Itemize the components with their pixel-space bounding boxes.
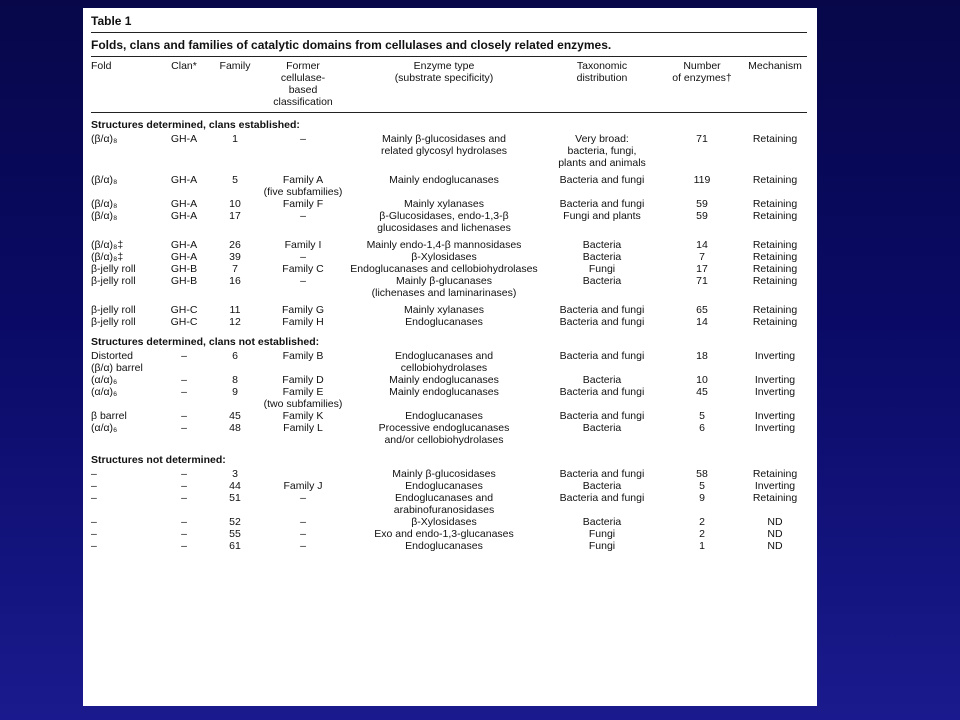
taxonomic-distribution-cell: Bacteria and fungi <box>559 174 645 186</box>
family-cell: 6 <box>232 350 238 362</box>
clan-cell: – <box>181 386 187 398</box>
table-title: Folds, clans and families of catalytic domains from cellulases and closely related enzymes. <box>91 38 612 52</box>
clan-cell: – <box>181 540 187 552</box>
enzyme-type-cell: Mainly endoglucanases <box>389 386 499 398</box>
mechanism-cell: Retaining <box>752 251 798 263</box>
column-header-number-of-enzymes: Number of enzymes† <box>672 60 732 84</box>
table-row <box>91 275 807 299</box>
number-of-enzymes-cell: 1 <box>699 540 705 552</box>
clan-cell: GH-A <box>170 174 198 186</box>
enzyme-type-cell: β-Xylosidases <box>411 516 477 528</box>
clan-cell: – <box>181 350 187 362</box>
column-header-enzyme-type: Enzyme type (substrate specificity) <box>394 60 494 84</box>
fold-cell: (β/α)₈‡ <box>91 239 124 251</box>
former-classification-cell: – <box>300 540 306 552</box>
clan-cell: GH-A <box>170 198 198 210</box>
fold-cell: Distorted (β/α) barrel <box>91 350 143 374</box>
taxonomic-distribution-cell: Bacteria and fungi <box>559 468 645 480</box>
former-classification-cell: Family H <box>282 316 324 328</box>
former-classification-cell: Family B <box>282 350 324 362</box>
number-of-enzymes-cell: 59 <box>696 210 708 222</box>
number-of-enzymes-cell: 7 <box>699 251 705 263</box>
table-section <box>91 454 807 552</box>
fold-cell: β barrel <box>91 410 127 422</box>
fold-cell: – <box>91 492 97 504</box>
number-of-enzymes-cell: 14 <box>696 316 708 328</box>
mechanism-cell: Retaining <box>752 316 798 328</box>
fold-cell: β-jelly roll <box>91 275 136 287</box>
table-row <box>91 492 807 516</box>
column-header-fold: Fold <box>91 60 112 72</box>
enzyme-type-cell: Endoglucanases and cellobiohydrolases <box>350 263 538 275</box>
mechanism-cell: Retaining <box>752 468 798 480</box>
table-label: Table 1 <box>91 14 132 28</box>
fold-cell: – <box>91 468 97 480</box>
table-document <box>83 8 817 706</box>
table-body <box>91 119 807 552</box>
taxonomic-distribution-cell: Bacteria and fungi <box>559 350 645 362</box>
table-row <box>91 304 807 316</box>
number-of-enzymes-cell: 71 <box>696 133 708 145</box>
family-cell: 9 <box>232 386 238 398</box>
fold-cell: (β/α)₈ <box>91 133 118 145</box>
mechanism-cell: Retaining <box>752 210 798 222</box>
mechanism-cell: Inverting <box>754 480 796 492</box>
column-header-former-classification: Former cellulase- based classification <box>273 60 333 108</box>
clan-cell: – <box>181 528 187 540</box>
table-section <box>91 119 807 328</box>
table-section <box>91 336 807 446</box>
family-cell: 45 <box>229 410 241 422</box>
table-row <box>91 133 807 169</box>
family-cell: 55 <box>229 528 241 540</box>
mechanism-cell: Retaining <box>752 198 798 210</box>
former-classification-cell: – <box>300 275 306 287</box>
table-row <box>91 251 807 263</box>
table-row <box>91 468 807 480</box>
enzyme-type-cell: β-Glucosidases, endo-1,3-β glucosidases and lichenases <box>377 210 511 234</box>
clan-cell: GH-B <box>170 275 198 287</box>
family-cell: 17 <box>229 210 241 222</box>
clan-cell: GH-A <box>170 210 198 222</box>
former-classification-cell: Family I <box>284 239 322 251</box>
taxonomic-distribution-cell: Bacteria and fungi <box>559 316 645 328</box>
column-header-taxonomic-distribution: Taxonomic distribution <box>576 60 628 84</box>
family-cell: 7 <box>232 263 238 275</box>
table-row <box>91 540 807 552</box>
fold-cell: (α/α)₆ <box>91 422 118 434</box>
mechanism-cell: Inverting <box>754 374 796 386</box>
taxonomic-distribution-cell: Bacteria and fungi <box>559 492 645 504</box>
clan-cell: – <box>181 492 187 504</box>
fold-cell: – <box>91 480 97 492</box>
clan-cell: GH-A <box>170 133 198 145</box>
taxonomic-distribution-cell: Fungi <box>588 263 616 275</box>
number-of-enzymes-cell: 5 <box>699 410 705 422</box>
table-row <box>91 350 807 374</box>
table-row <box>91 316 807 328</box>
former-classification-cell: Family E (two subfamilies) <box>263 386 343 410</box>
mechanism-cell: Retaining <box>752 275 798 287</box>
enzyme-type-cell: β-Xylosidases <box>411 251 477 263</box>
taxonomic-distribution-cell: Bacteria and fungi <box>559 198 645 210</box>
number-of-enzymes-cell: 65 <box>696 304 708 316</box>
mechanism-cell: ND <box>767 540 783 552</box>
fold-cell: (β/α)₈ <box>91 198 118 210</box>
table-row <box>91 516 807 528</box>
fold-cell: (β/α)₈‡ <box>91 251 124 263</box>
column-header-family: Family <box>219 60 251 72</box>
number-of-enzymes-cell: 18 <box>696 350 708 362</box>
family-cell: 11 <box>229 304 241 316</box>
section-heading: Structures determined, clans not established: <box>91 336 320 348</box>
fold-cell: – <box>91 516 97 528</box>
header-rule <box>91 112 807 113</box>
former-classification-cell: Family J <box>283 480 323 492</box>
mechanism-cell: Inverting <box>754 350 796 362</box>
family-cell: 48 <box>229 422 241 434</box>
fold-cell: β-jelly roll <box>91 263 136 275</box>
number-of-enzymes-cell: 45 <box>696 386 708 398</box>
taxonomic-distribution-cell: Bacteria and fungi <box>559 410 645 422</box>
family-cell: 5 <box>232 174 238 186</box>
table-row <box>91 198 807 210</box>
number-of-enzymes-cell: 5 <box>699 480 705 492</box>
taxonomic-distribution-cell: Fungi <box>588 528 616 540</box>
fold-cell: β-jelly roll <box>91 316 136 328</box>
family-cell: 1 <box>232 133 238 145</box>
column-header-clan: Clan* <box>171 60 197 72</box>
top-rule <box>91 32 807 33</box>
table-row <box>91 386 807 410</box>
number-of-enzymes-cell: 10 <box>696 374 708 386</box>
number-of-enzymes-cell: 71 <box>696 275 708 287</box>
mechanism-cell: ND <box>767 528 783 540</box>
clan-cell: – <box>181 422 187 434</box>
family-cell: 51 <box>229 492 241 504</box>
mechanism-cell: ND <box>767 516 783 528</box>
enzyme-type-cell: Exo and endo-1,3-glucanases <box>374 528 514 540</box>
clan-cell: – <box>181 516 187 528</box>
enzyme-type-cell: Mainly β-glucanases (lichenases and laminarinases) <box>371 275 517 299</box>
enzyme-type-cell: Endoglucanases and cellobiohydrolases <box>394 350 494 374</box>
enzyme-type-cell: Processive endoglucanases and/or cellobiohydrolases <box>378 422 510 446</box>
table-row <box>91 174 807 198</box>
taxonomic-distribution-cell: Bacteria <box>582 374 622 386</box>
former-classification-cell: – <box>300 528 306 540</box>
table-row <box>91 480 807 492</box>
family-cell: 10 <box>229 198 241 210</box>
taxonomic-distribution-cell: Fungi and plants <box>563 210 641 222</box>
number-of-enzymes-cell: 2 <box>699 516 705 528</box>
taxonomic-distribution-cell: Bacteria <box>582 239 622 251</box>
enzyme-type-cell: Endoglucanases and arabinofuranosidases <box>393 492 495 516</box>
former-classification-cell: Family C <box>282 263 324 275</box>
former-classification-cell: – <box>300 133 306 145</box>
clan-cell: GH-B <box>170 263 198 275</box>
family-cell: 44 <box>229 480 241 492</box>
table-row <box>91 422 807 446</box>
family-cell: 12 <box>229 316 241 328</box>
taxonomic-distribution-cell: Bacteria <box>582 251 622 263</box>
family-cell: 61 <box>229 540 241 552</box>
fold-cell: – <box>91 540 97 552</box>
number-of-enzymes-cell: 6 <box>699 422 705 434</box>
mechanism-cell: Inverting <box>754 410 796 422</box>
enzyme-type-cell: Mainly endoglucanases <box>389 174 499 186</box>
column-header-mechanism: Mechanism <box>748 60 802 72</box>
taxonomic-distribution-cell: Bacteria <box>582 275 622 287</box>
enzyme-type-cell: Mainly β-glucosidases <box>392 468 496 480</box>
family-cell: 3 <box>232 468 238 480</box>
number-of-enzymes-cell: 2 <box>699 528 705 540</box>
family-cell: 8 <box>232 374 238 386</box>
former-classification-cell: Family G <box>282 304 324 316</box>
former-classification-cell: Family F <box>282 198 324 210</box>
former-classification-cell: Family D <box>282 374 324 386</box>
clan-cell: GH-A <box>170 239 198 251</box>
family-cell: 39 <box>229 251 241 263</box>
clan-cell: – <box>181 374 187 386</box>
number-of-enzymes-cell: 14 <box>696 239 708 251</box>
number-of-enzymes-cell: 17 <box>696 263 708 275</box>
mechanism-cell: Inverting <box>754 386 796 398</box>
taxonomic-distribution-cell: Bacteria <box>582 516 622 528</box>
number-of-enzymes-cell: 119 <box>693 174 711 186</box>
clan-cell: GH-C <box>170 316 198 328</box>
former-classification-cell: – <box>300 210 306 222</box>
enzyme-type-cell: Mainly endoglucanases <box>389 374 499 386</box>
fold-cell: β-jelly roll <box>91 304 136 316</box>
taxonomic-distribution-cell: Bacteria and fungi <box>559 304 645 316</box>
enzyme-type-cell: Endoglucanases <box>405 410 483 422</box>
fold-cell: (α/α)₆ <box>91 386 118 398</box>
taxonomic-distribution-cell: Very broad: bacteria, fungi, plants and animals <box>558 133 646 169</box>
taxonomic-distribution-cell: Bacteria and fungi <box>559 386 645 398</box>
family-cell: 16 <box>229 275 241 287</box>
taxonomic-distribution-cell: Fungi <box>588 540 616 552</box>
mechanism-cell: Retaining <box>752 239 798 251</box>
number-of-enzymes-cell: 58 <box>696 468 708 480</box>
enzyme-type-cell: Mainly β-glucosidases and related glycosyl hydrolases <box>380 133 508 157</box>
table-row <box>91 410 807 422</box>
mechanism-cell: Retaining <box>752 174 798 186</box>
family-cell: 26 <box>229 239 241 251</box>
enzyme-type-cell: Endoglucanases <box>405 480 483 492</box>
mechanism-cell: Inverting <box>754 422 796 434</box>
mechanism-cell: Retaining <box>752 492 798 504</box>
section-heading: Structures not determined: <box>91 454 226 466</box>
table-row <box>91 263 807 275</box>
clan-cell: – <box>181 480 187 492</box>
fold-cell: (β/α)₈ <box>91 174 118 186</box>
family-cell: 52 <box>229 516 241 528</box>
mechanism-cell: Retaining <box>752 133 798 145</box>
column-header-row <box>91 57 807 112</box>
mechanism-cell: Retaining <box>752 263 798 275</box>
table-row <box>91 374 807 386</box>
table-row <box>91 210 807 234</box>
enzyme-type-cell: Mainly xylanases <box>404 304 484 316</box>
former-classification-cell: – <box>300 251 306 263</box>
fold-cell: – <box>91 528 97 540</box>
clan-cell: – <box>181 410 187 422</box>
clan-cell: GH-A <box>170 251 198 263</box>
mechanism-cell: Retaining <box>752 304 798 316</box>
section-heading: Structures determined, clans established: <box>91 119 300 131</box>
clan-cell: – <box>181 468 187 480</box>
table-row <box>91 528 807 540</box>
fold-cell: (α/α)₆ <box>91 374 118 386</box>
enzyme-type-cell: Endoglucanases <box>405 316 483 328</box>
table-row <box>91 239 807 251</box>
number-of-enzymes-cell: 9 <box>699 492 705 504</box>
taxonomic-distribution-cell: Bacteria <box>582 480 622 492</box>
taxonomic-distribution-cell: Bacteria <box>582 422 622 434</box>
former-classification-cell: Family K <box>282 410 324 422</box>
enzyme-type-cell: Mainly endo-1,4-β mannosidases <box>366 239 522 251</box>
clan-cell: GH-C <box>170 304 198 316</box>
former-classification-cell: Family L <box>283 422 323 434</box>
enzyme-type-cell: Mainly xylanases <box>404 198 484 210</box>
former-classification-cell: – <box>300 516 306 528</box>
former-classification-cell: – <box>300 492 306 504</box>
fold-cell: (β/α)₈ <box>91 210 118 222</box>
former-classification-cell: Family A (five subfamilies) <box>263 174 343 198</box>
enzyme-type-cell: Endoglucanases <box>405 540 483 552</box>
former-classification-cell <box>261 468 345 480</box>
number-of-enzymes-cell: 59 <box>696 198 708 210</box>
